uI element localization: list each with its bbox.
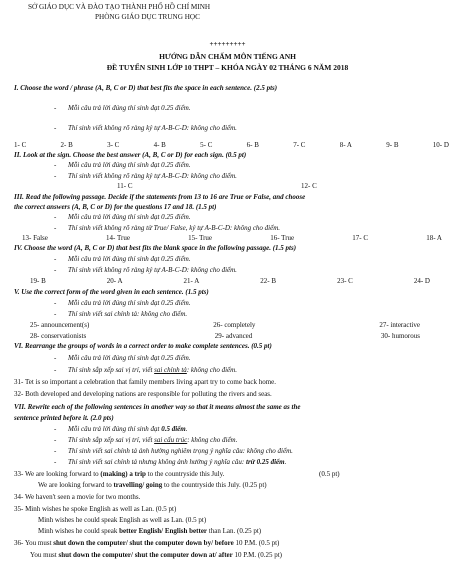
- answer-item: 18- A: [426, 234, 442, 242]
- section-7-note-2: Thí sinh sắp xếp sai vị trí, viết sai cấu trúc: không cho điểm.: [68, 436, 238, 444]
- section-3-answers: [22, 234, 442, 242]
- answer-item: 16- True: [270, 234, 295, 242]
- section-6-note-1: Mỗi câu trả lời đúng thí sinh đạt 0.25 điểm.: [68, 354, 191, 362]
- bullet-dash: -: [54, 213, 57, 221]
- department-name: SỞ GIÁO DỤC VÀ ĐÀO TẠO THÀNH PHỐ HỒ CHÍ MINH: [28, 3, 211, 11]
- section-6-note-2: Thí sinh sắp xếp sai vị trí, viết sai chính tả: không cho điểm.: [68, 366, 237, 374]
- section-4-note-1: Mỗi câu trả lời đúng thí sinh đạt 0.25 điểm.: [68, 255, 191, 263]
- bullet-dash: -: [54, 366, 57, 374]
- answer-31: 31- Tet is so important a celebration that family members living apart try to come back home.: [14, 378, 277, 386]
- bullet-dash: -: [54, 299, 57, 307]
- separator: +++++++++: [209, 40, 246, 48]
- answer-36-alternative: You must shut down the computer/ shut the computer down at/ after 10 P.M. (0.25 pt): [30, 551, 282, 559]
- answer-item: 12- C: [301, 182, 317, 190]
- answer-item: 24- D: [413, 277, 430, 285]
- answer-item: 11- C: [117, 182, 133, 190]
- answer-item: 17- C: [352, 234, 369, 242]
- section-3-note-1: Mỗi câu trả lời đúng thí sinh đạt 0.25 điểm.: [68, 213, 191, 221]
- section-5-note-1: Mỗi câu trả lời đúng thí sinh đạt 0.25 điểm.: [68, 299, 191, 307]
- answer-item: 13- False: [22, 234, 48, 242]
- answer-item: 15- True: [188, 234, 213, 242]
- section-5-answers-row-2: [30, 332, 420, 340]
- bullet-dash: -: [54, 458, 57, 466]
- answer-item: 20- A: [106, 277, 123, 285]
- section-5-note-2: Thí sinh viết sai chính tả: không cho điểm.: [68, 310, 188, 318]
- section-4-heading: IV. Choose the word (A, B, C or D) that best fits the blank space in the following passage. (1.5 pts): [14, 244, 297, 252]
- answer-item: 25- announcement(s): [30, 321, 90, 329]
- section-4-answers: [30, 277, 430, 285]
- answer-item: 6- B: [246, 141, 259, 149]
- answer-33-points: (0.5 pt): [319, 470, 340, 478]
- answer-item: 21- A: [183, 277, 200, 285]
- page-title: HƯỚNG DẪN CHẤM MÔN TIẾNG ANH: [159, 52, 296, 61]
- bullet-dash: -: [54, 354, 57, 362]
- section-2-heading: II. Look at the sign. Choose the best answer (A, B, C or D) for each sign. (0.5 pt): [14, 151, 247, 159]
- section-2-note-1: Mỗi câu trả lời đúng thí sinh đạt 0.25 điểm.: [68, 161, 191, 169]
- answer-33: 33- We are looking forward to (making) a trip to the countryside this July.: [14, 470, 225, 478]
- section-1-note-2: Thí sinh viết không rõ ràng ký tự A-B-C-D: không cho điểm.: [68, 124, 237, 132]
- answer-item: 1- C: [14, 141, 27, 149]
- bullet-dash: -: [54, 161, 57, 169]
- answer-item: 5- C: [200, 141, 213, 149]
- section-1-answers: [14, 141, 449, 149]
- bullet-dash: -: [54, 124, 57, 132]
- bullet-dash: -: [54, 447, 57, 455]
- section-7-note-4: Thí sinh viết sai chính tả nhưng không ảnh hưởng ý nghĩa câu: trừ 0.25 điểm.: [68, 458, 287, 466]
- section-5-heading: V. Use the correct form of the word given in each sentence. (1.5 pts): [14, 288, 209, 296]
- answer-36: 36- You must shut down the computer/ shut the computer down by/ before 10 P.M. (0.5 pt): [14, 539, 280, 547]
- answer-33-alternative: We are looking forward to travelling/ going to the countryside this July. (0.25 pt): [38, 481, 267, 489]
- answer-item: 3- C: [107, 141, 120, 149]
- answer-item: 14- True: [106, 234, 130, 242]
- section-1-note-1: Mỗi câu trả lời đúng thí sinh đạt 0.25 điểm.: [68, 104, 191, 112]
- answer-item: 7- C: [293, 141, 306, 149]
- section-7-note-3: Thí sinh viết sai chính tả ảnh hưởng nghiêm trọng ý nghĩa câu: không cho điểm.: [68, 447, 293, 455]
- section-6-heading: VI. Rearrange the groups of words in a correct order to make complete sentences. (0.5 pt): [14, 342, 272, 350]
- section-2-note-2: Thí sinh viết không rõ ràng ký tự A-B-C-D: không cho điểm.: [68, 172, 237, 180]
- section-1-heading: I. Choose the word / phrase (A, B, C or D) that best fits the space in each sentence. (2.5 pts): [14, 84, 278, 92]
- answer-item: 30- humorous: [380, 332, 420, 340]
- answer-item: 23- C: [337, 277, 353, 285]
- section-3-heading-line-2: the correct answers (A, B, C or D) for the questions 17 and 18. (1.5 pt): [14, 203, 217, 211]
- answer-item: 19- B: [30, 277, 46, 285]
- section-5-answers-row-1: [30, 321, 420, 329]
- bullet-dash: -: [54, 255, 57, 263]
- bullet-dash: -: [54, 266, 57, 274]
- bullet-dash: -: [54, 425, 57, 433]
- answer-35: 35- Minh wishes he spoke English as well as Lan. (0.5 pt): [14, 505, 177, 513]
- answer-32: 32- Both developed and developing nations are responsible for polluting the rivers and seas.: [14, 390, 272, 398]
- section-7-heading-line-1: VII. Rewrite each of the following sentences in another way so that it means almost the same as the: [14, 403, 301, 411]
- section-7-note-1: Mỗi câu trả lời đúng thí sinh đạt 0.5 điểm.: [68, 425, 188, 433]
- office-name: PHÒNG GIÁO DỤC TRUNG HỌC: [95, 13, 200, 21]
- answer-item: 29- advanced: [214, 332, 253, 340]
- section-3-heading-line-1: III. Read the following passage. Decide if the statements from 13 to 16 are True or False, and choose: [14, 193, 306, 201]
- bullet-dash: -: [54, 310, 57, 318]
- section-4-note-2: Thí sinh viết không rõ ràng ký tự A-B-C-D: không cho điểm.: [68, 266, 237, 274]
- section-3-note-2: Thí sinh viết không rõ ràng từ True/ False, ký tự A-B-C-D: không cho điểm.: [68, 224, 281, 232]
- answer-item: 10- D: [432, 141, 449, 149]
- page-subtitle: ĐỀ TUYỂN SINH LỚP 10 THPT – KHÓA NGÀY 02 THÁNG 6 NĂM 2018: [106, 63, 349, 72]
- answer-35-alternative-2: Minh wishes he could speak better English/ English better than Lan. (0.25 pt): [38, 527, 262, 535]
- answer-item: 22- B: [260, 277, 277, 285]
- answer-item: 26- completely: [213, 321, 256, 329]
- bullet-dash: -: [54, 436, 57, 444]
- bullet-dash: -: [54, 224, 57, 232]
- bullet-dash: -: [54, 172, 57, 180]
- answer-item: 4- B: [153, 141, 166, 149]
- answer-34: 34- We haven't seen a movie for two months.: [14, 493, 141, 501]
- answer-item: 8- A: [339, 141, 352, 149]
- answer-item: 28- conservationists: [30, 332, 87, 340]
- bullet-dash: -: [54, 104, 57, 112]
- answer-item: 9- B: [386, 141, 399, 149]
- answer-item: 27- interactive: [379, 321, 420, 329]
- section-7-heading-line-2: sentence printed before it. (2.0 pts): [14, 414, 114, 422]
- answer-item: 2- B: [60, 141, 73, 149]
- answer-35-alternative-1: Minh wishes he could speak English as well as Lan. (0.5 pt): [38, 516, 207, 524]
